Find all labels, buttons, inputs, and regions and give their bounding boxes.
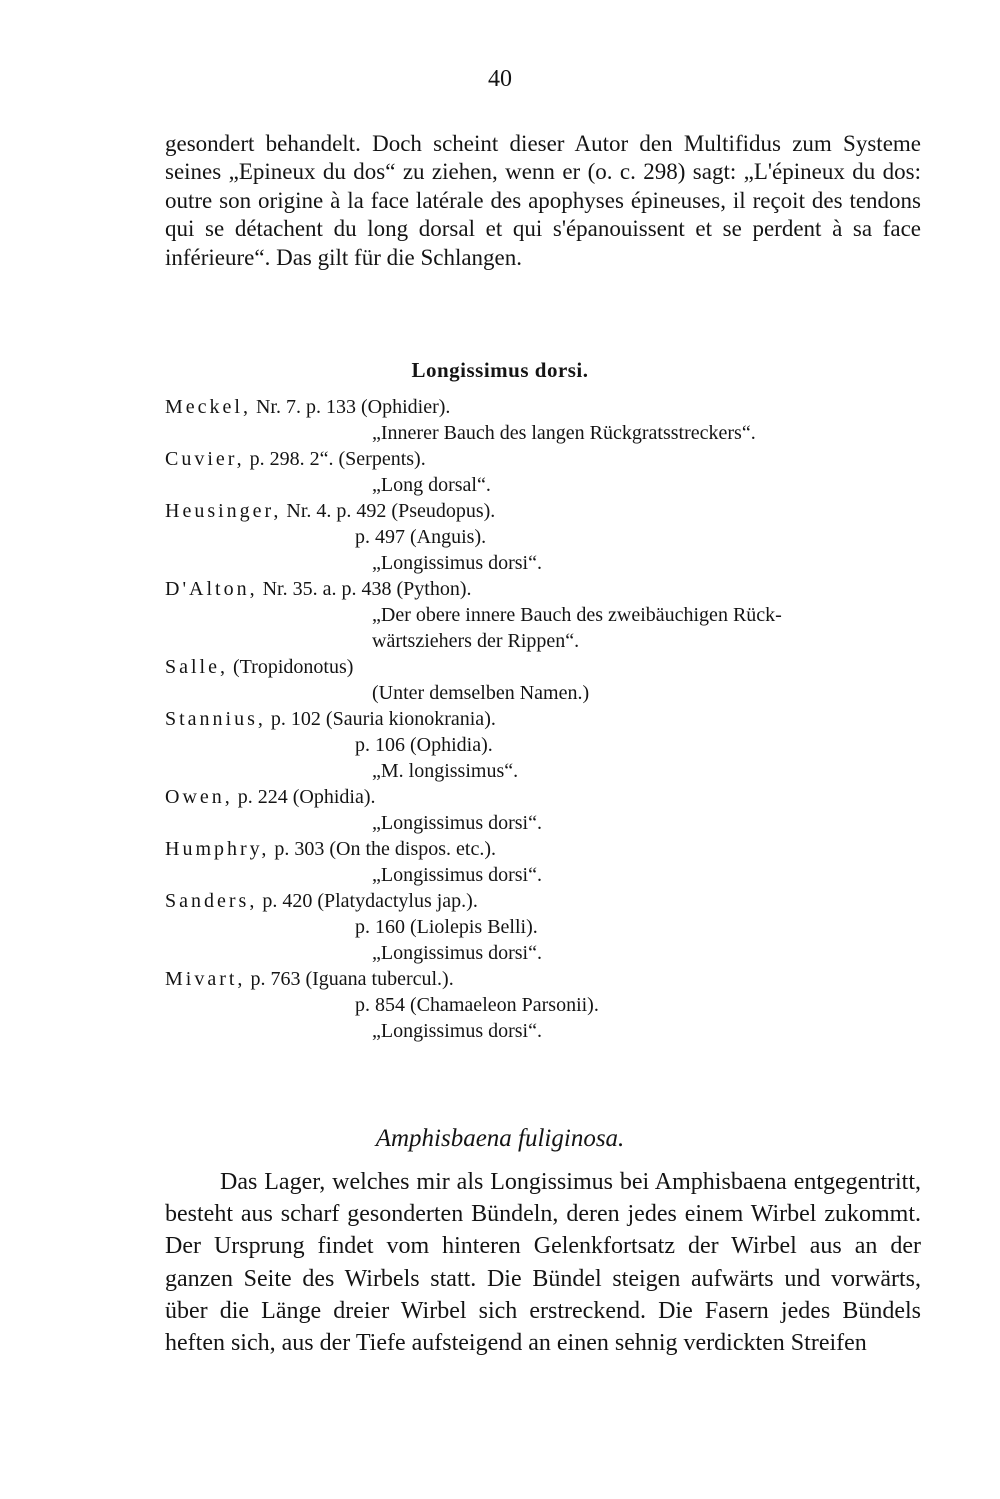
reference-text: p. 420 (Platydactylus jap.).	[262, 890, 478, 912]
reference-text: „Longissimus dorsi“.	[372, 942, 542, 964]
reference-author: Salle,	[165, 656, 228, 678]
intro-paragraph: gesondert behandelt. Doch scheint dieser Autor den Multifidus zum Systeme seines „Epineux du dos“ zu ziehen, wenn er (o. c. 298) sagt: „L'épineux du dos: outre son origine à la face latérale des apophyses épineuses, il reçoit des tendons qui se détachent du long dorsal et qui s'épanouissent et se perdent à sa face inférieure“. Das gilt für die Schlangen.	[165, 131, 921, 270]
reference-line	[372, 758, 518, 784]
reference-line	[372, 1018, 542, 1044]
reference-text: p. 497 (Anguis).	[355, 526, 487, 548]
reference-line	[355, 524, 486, 550]
reference-author: Cuvier,	[165, 448, 245, 470]
reference-text: „M. longissimus“.	[372, 760, 519, 782]
reference-text: p. 160 (Liolepis Belli).	[355, 916, 538, 938]
reference-line	[165, 446, 426, 472]
reference-line	[372, 472, 491, 498]
subheading: Amphisbaena fuliginosa.	[375, 1125, 625, 1152]
reference-line	[372, 940, 542, 966]
reference-author: Humphry,	[165, 838, 270, 860]
reference-author: Stannius,	[165, 708, 266, 730]
reference-line	[372, 680, 589, 706]
reference-line	[165, 394, 450, 420]
reference-text: Nr. 7. p. 133 (Ophidier).	[255, 396, 451, 418]
reference-text: p. 298. 2“. (Serpents).	[249, 448, 426, 470]
reference-author: Meckel,	[165, 396, 251, 418]
reference-line	[165, 888, 478, 914]
reference-text: p. 106 (Ophidia).	[355, 734, 493, 756]
reference-line	[372, 602, 782, 628]
reference-text: p. 763 (Iguana tubercul.).	[250, 968, 454, 990]
reference-line	[372, 810, 542, 836]
reference-line	[165, 576, 472, 602]
reference-line	[372, 420, 756, 446]
reference-line	[165, 836, 496, 862]
reference-text: Nr. 4. p. 492 (Pseudopus).	[286, 500, 496, 522]
reference-line	[372, 862, 542, 888]
reference-author: Sanders,	[165, 890, 258, 912]
reference-text: „Longissimus dorsi“.	[372, 812, 542, 834]
reference-line	[355, 914, 538, 940]
reference-line	[165, 654, 353, 680]
reference-text: „Longissimus dorsi“.	[372, 864, 542, 886]
reference-text: (Tropidonotus)	[233, 656, 354, 678]
reference-line	[165, 966, 454, 992]
reference-line	[165, 784, 376, 810]
reference-line	[165, 498, 495, 524]
reference-text: p. 224 (Ophidia).	[237, 786, 376, 808]
reference-text: „Longissimus dorsi“.	[372, 552, 542, 574]
page-number: 40	[488, 66, 512, 92]
reference-text: „Longissimus dorsi“.	[372, 1020, 542, 1042]
reference-text: p. 854 (Chamaeleon Parsonii).	[355, 994, 599, 1016]
section-heading: Longissimus dorsi.	[411, 358, 589, 382]
reference-text: „Innerer Bauch des langen Rückgratsstreckers“.	[372, 422, 756, 444]
reference-text: (Unter demselben Namen.)	[372, 682, 590, 704]
reference-text: Nr. 35. a. p. 438 (Python).	[262, 578, 472, 600]
reference-author: Heusinger,	[165, 500, 282, 522]
reference-text: wärtsziehers der Rippen“.	[372, 630, 580, 652]
reference-author: Mivart,	[165, 968, 246, 990]
reference-text: p. 303 (On the dispos. etc.).	[274, 838, 497, 860]
reference-author: D'Alton,	[165, 578, 258, 600]
reference-author: Owen,	[165, 786, 233, 808]
reference-line	[372, 550, 542, 576]
reference-text: p. 102 (Sauria kionokrania).	[270, 708, 496, 730]
body-paragraph: Das Lager, welches mir als Longissimus bei Amphisbaena entgegentritt, besteht aus scharf gesonderten Bündeln, deren jedes einem Wirbel zukommt. Der Ursprung findet vom hinteren Gelenkfortsatz der Wirbel aus an der ganzen Seite des Wirbels statt. Die Bündel steigen aufwärts und vorwärts, über die Länge dreier Wirbel sich erstreckend. Die Fasern jedes Bündels heften sich, aus der Tiefe aufsteigend an einen sehnig verdickten Streifen	[165, 1169, 921, 1357]
reference-line	[355, 732, 493, 758]
reference-line	[165, 706, 496, 732]
reference-text: „Der obere innere Bauch des zweibäuchigen Rück-	[372, 604, 782, 626]
reference-text: „Long dorsal“.	[372, 474, 491, 496]
reference-line	[355, 992, 599, 1018]
reference-line	[372, 628, 579, 654]
